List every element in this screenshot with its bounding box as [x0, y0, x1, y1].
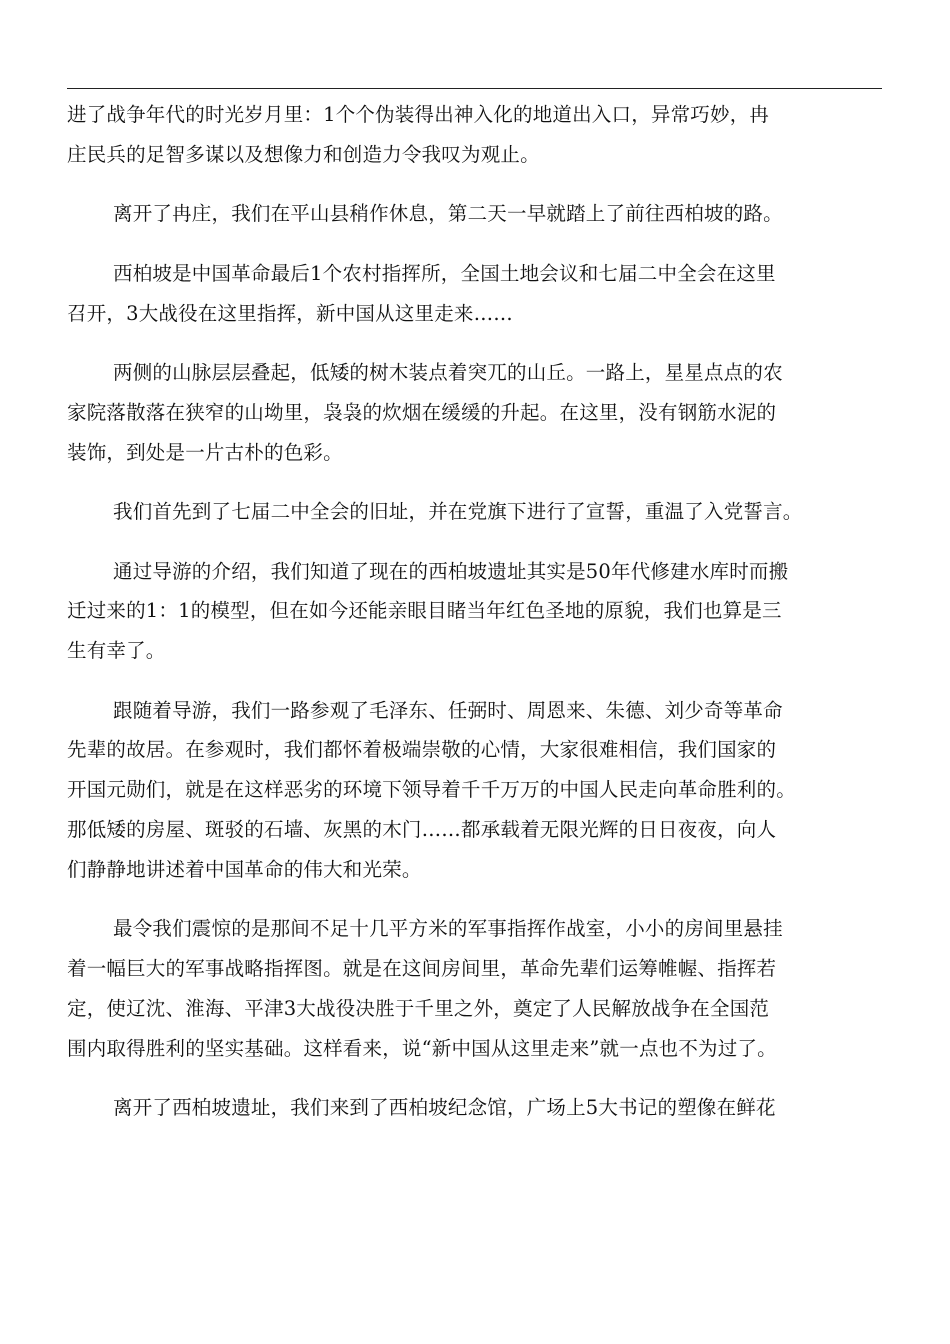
paragraph-line: 西柏坡是中国革命最后1个农村指挥所，全国土地会议和七届二中全会在这里 — [113, 261, 776, 285]
paragraph-line: 离开了冉庄，我们在平山县稍作休息，第二天一早就踏上了前往西柏坡的路。 — [113, 202, 783, 226]
paragraph-line: 最令我们震惊的是那间不足十几平方米的军事指挥作战室，小小的房间里悬挂 — [113, 917, 783, 941]
paragraph-line: 围内取得胜利的坚实基础。这样看来，说“新中国从这里走来”就一点也不为过了。 — [67, 1036, 777, 1060]
body-text — [67, 95, 897, 1128]
paragraph-line: 定，使辽沈、淮海、平津3大战役决胜于千里之外，奠定了人民解放战争在全国范 — [67, 996, 770, 1020]
paragraph-line: 我们首先到了七届二中全会的旧址，并在党旗下进行了宣誓，重温了入党誓言。 — [113, 500, 803, 524]
paragraph-line: 跟随着导游，我们一路参观了毛泽东、任弼时、周恩来、朱德、刘少奇等革命 — [113, 698, 783, 722]
paragraph-line: 着一幅巨大的军事战略指挥图。就是在这间房间里，革命先辈们运筹帷幄、指挥若 — [67, 957, 777, 981]
paragraph-line: 通过导游的介绍，我们知道了现在的西柏坡遗址其实是50年代修建水库时而搬 — [113, 559, 789, 583]
paragraph-line: 进了战争年代的时光岁月里：1个个伪装得出神入化的地道出入口，异常巧妙，冉 — [67, 103, 770, 126]
paragraph-line: 离开了西柏坡遗址，我们来到了西柏坡纪念馆，广场上5大书记的塑像在鲜花 — [113, 1096, 776, 1120]
paragraph-line: 迁过来的1：1的模型，但在如今还能亲眼目睹当年红色圣地的原貌，我们也算是三 — [67, 599, 782, 623]
paragraph-line: 开国元勋们，就是在这样恶劣的环境下领导着千千万万的中国人民走向革命胜利的。 — [67, 778, 796, 802]
paragraph-line: 们静静地讲述着中国革命的伟大和光荣。 — [67, 857, 422, 881]
paragraph-line: 装饰，到处是一片古朴的色彩。 — [67, 440, 343, 464]
paragraph-line: 先辈的故居。在参观时，我们都怀着极端崇敬的心情，大家很难相信，我们国家的 — [67, 738, 777, 762]
header-rule — [67, 88, 882, 89]
paragraph-line: 家院落散落在狭窄的山坳里，袅袅的炊烟在缓缓的升起。在这里，没有钢筋水泥的 — [67, 400, 777, 424]
paragraph-line: 庄民兵的足智多谋以及想像力和创造力令我叹为观止。 — [67, 142, 540, 166]
paragraph-line: 召开，3大战役在这里指挥，新中国从这里走来…… — [67, 301, 514, 325]
paragraph-line: 两侧的山脉层层叠起，低矮的树木装点着突兀的山丘。一路上，星星点点的农 — [113, 361, 783, 385]
paragraph-line: 那低矮的房屋、斑驳的石墙、灰黑的木门……都承载着无限光辉的日日夜夜，向人 — [67, 818, 777, 842]
paragraph-line: 生有幸了。 — [67, 639, 166, 663]
